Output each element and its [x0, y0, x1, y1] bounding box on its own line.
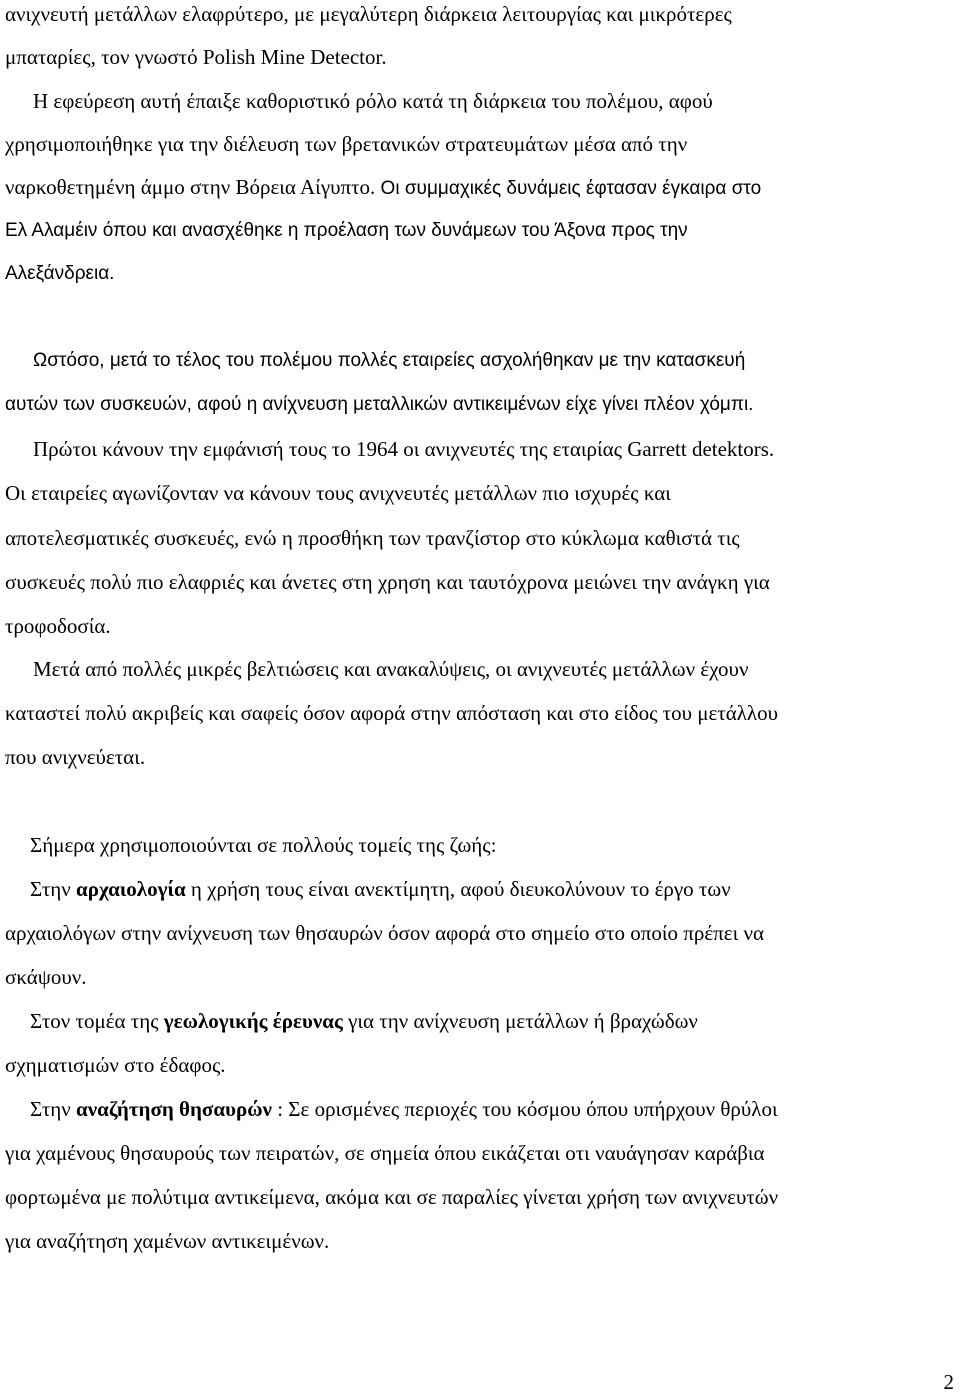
text-line: Οι εταιρείες αγωνίζονταν να κάνουν τους ανιχνευτές μετάλλων πιο ισχυρές και: [5, 481, 671, 505]
text-line: [5, 175, 761, 201]
text-line: χρησιμοποιήθηκε για την διέλευση των βρετανικών στρατευμάτων μέσα από την: [5, 132, 688, 156]
text-line: φορτωμένα με πολύτιμα αντικείμενα, ακόμα και σε παραλίες γίνεται χρήση των ανιχνευτών: [5, 1185, 779, 1209]
text-line: Σήμερα χρησιμοποιούνται σε πολλούς τομείς της ζωής:: [30, 833, 497, 857]
text-segment: για την ανίχνευση μετάλλων ή βραχώδων: [342, 1009, 698, 1033]
text-line: αυτών των συσκευών, αφού η ανίχνευση μεταλλικών αντικειμένων είχε γίνει πλέον χόμπι.: [5, 394, 754, 415]
text-segment: Οι συμμαχικές δυνάμεις έφτασαν έγκαιρα στο: [380, 178, 762, 199]
text-line: για αναζήτηση χαμένων αντικειμένων.: [5, 1229, 330, 1253]
text-line: [30, 1009, 698, 1033]
text-segment: η χρήση τους είναι ανεκτίμητη, αφού διευκολύνουν το έργο των: [185, 877, 731, 901]
text-line: Αλεξάνδρεια.: [5, 263, 115, 284]
text-line: Η εφεύρεση αυτή έπαιξε καθοριστικό ρόλο κατά τη διάρκεια του πολέμου, αφού: [33, 89, 713, 113]
text-line: που ανιχνεύεται.: [5, 745, 146, 769]
text-segment: Στον τομέα της: [30, 1009, 164, 1033]
text-line: μπαταρίες, τον γνωστό Polish Mine Detector.: [5, 45, 387, 69]
text-line: Ελ Αλαμέιν όπου και ανασχέθηκε η προέλαση των δυνάμεων του Άξονα προς την: [5, 220, 688, 241]
text-segment: : Σε ορισμένες περιοχές του κόσμου όπου υπήρχουν θρύλοι: [271, 1097, 778, 1121]
text-line: [30, 877, 731, 901]
text-line: Πρώτοι κάνουν την εμφάνισή τους το 1964 οι ανιχνευτές της εταιρίας Garrett detektors.: [33, 437, 775, 461]
text-line: ανιχνευτή μετάλλων ελαφρύτερο, με μεγαλύτερη διάρκεια λειτουργίας και μικρότερες: [5, 2, 732, 26]
text-line: τροφοδοσία.: [5, 614, 111, 638]
page-number: 2: [943, 1370, 954, 1394]
text-line: καταστεί πολύ ακριβείς και σαφείς όσον αφορά στην απόσταση και στο είδος του μετάλλου: [5, 701, 779, 725]
bold-term: αρχαιολογία: [76, 877, 186, 901]
text-line: συσκευές πολύ πιο ελαφριές και άνετες στη χρηση και ταυτόχρονα μειώνει την ανάγκη για: [5, 570, 770, 594]
text-line: για χαμένους θησαυρούς των πειρατών, σε σημεία όπου εικάζεται οτι ναυάγησαν καράβια: [5, 1141, 765, 1165]
text-line: αποτελεσματικές συσκευές, ενώ η προσθήκη των τρανζίστορ στο κύκλωμα καθιστά τις: [5, 526, 740, 550]
bold-term: αναζήτηση θησαυρών: [76, 1097, 272, 1121]
text-line: Ωστόσο, μετά το τέλος του πολέμου πολλές εταιρείες ασχολήθηκαν με την κατασκευή: [33, 350, 746, 371]
text-line: [30, 1097, 778, 1121]
text-line: Μετά από πολλές μικρές βελτιώσεις και ανακαλύψεις, οι ανιχνευτές μετάλλων έχουν: [33, 657, 749, 681]
bold-term: γεωλογικής έρευνας: [163, 1009, 343, 1033]
text-line: σκάψουν.: [5, 965, 87, 989]
text-line: αρχαιολόγων στην ανίχνευση των θησαυρών όσον αφορά στο σημείο στο οποίο πρέπει να: [5, 921, 764, 945]
text-segment: Στην: [30, 877, 77, 901]
text-segment: ναρκοθετημένη άμμο στην Βόρεια Αίγυπτο.: [5, 175, 376, 199]
text-segment: Στην: [30, 1097, 77, 1121]
text-line: σχηματισμών στο έδαφος.: [5, 1053, 226, 1077]
